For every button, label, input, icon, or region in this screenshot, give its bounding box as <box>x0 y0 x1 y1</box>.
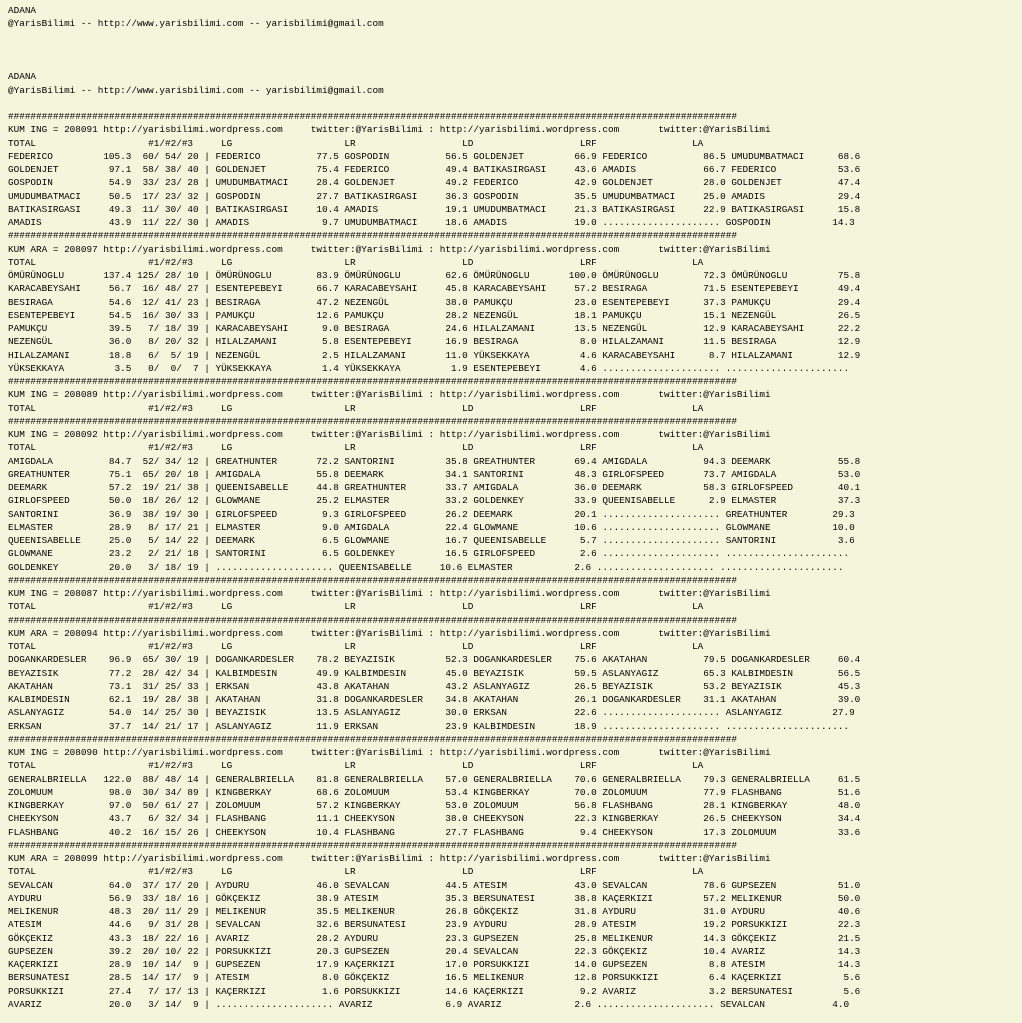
column-header-line: TOTAL #1/#2/#3 LG LR LD LRF LA <box>8 137 704 149</box>
race-header-line: KUM ING = 208090 http://yarisbilimi.wordpress.com twitter:@YarisBilimi : http://yarisbilimi.wordpress.com twitter:@YarisBilimi <box>8 747 771 758</box>
blank-line <box>8 44 1022 57</box>
column-header-line: TOTAL #1/#2/#3 LG LR LD LRF LA <box>8 641 704 652</box>
horse-row: BESIRAGA 54.6 12/ 41/ 23 | BESIRAGA 47.2 NEZENGÜL 38.0 PAMUKÇU 23.0 ESENTEPEBEYI 37.3 PAMUKÇU 29.4 <box>8 296 861 308</box>
horse-row: GENERALBRIELLA 122.0 88/ 48/ 14 | GENERALBRIELLA 81.8 GENERALBRIELLA 57.0 GENERALBRIELLA 70.6 GENERALBRIELLA 79.3 GENERALBRIELLA 61.5 <box>8 773 861 785</box>
horse-row: NEZENGÜL 36.0 8/ 20/ 32 | HILALZAMANI 5.8 ESENTEPEBEYI 16.9 BESIRAGA 8.0 HILALZAMANI 11.5 BESIRAGA 12.9 <box>8 336 861 348</box>
horse-row: QUEENISABELLE 25.0 5/ 14/ 22 | DEEMARK 6.5 GLOWMANE 16.7 QUEENISABELLE 5.7 ..................... SANTORINI 3.6 <box>8 535 855 546</box>
horse-row: AMIGDALA 84.7 52/ 34/ 12 | GREATHUNTER 72.2 SANTORINI 35.8 GREATHUNTER 69.4 AMIGDALA 94.3 DEEMARK 55.8 <box>8 455 861 467</box>
contact-line: @YarisBilimi -- http://www.yarisbilimi.com -- yarisbilimi@gmail.com <box>8 84 384 96</box>
race-header-line: KUM ING = 208091 http://yarisbilimi.wordpress.com twitter:@YarisBilimi : http://yarisbilimi.wordpress.com twitter:@YarisBilimi <box>8 124 771 136</box>
horse-row: GÖKÇEKIZ 43.3 18/ 22/ 16 | AVARIZ 28.2 AYDURU 23.3 GUPSEZEN 25.8 MELIKENUR 14.3 GÖKÇEKIZ 21.5 <box>8 932 861 944</box>
contact-line: @YarisBilimi -- http://www.yarisbilimi.com -- yarisbilimi@gmail.com <box>8 18 384 30</box>
separator-line: ################################################################################################################################## <box>8 230 737 242</box>
horse-row: FLASHBANG 40.2 16/ 15/ 26 | CHEEKYSON 10.4 FLASHBANG 27.7 FLASHBANG 9.4 CHEEKYSON 17.3 ZOLOMUUM 33.6 <box>8 826 861 838</box>
horse-row: KINGBERKAY 97.0 50/ 61/ 27 | ZOLOMUUM 57.2 KINGBERKAY 53.0 ZOLOMUUM 56.8 FLASHBANG 28.1 KINGBERKAY 48.0 <box>8 800 861 811</box>
horse-row: ESENTEPEBEYI 54.5 16/ 30/ 33 | PAMUKÇU 12.6 PAMUKÇU 28.2 NEZENGÜL 18.1 PAMUKÇU 15.1 NEZENGÜL 26.5 <box>8 309 861 321</box>
column-header-line: TOTAL #1/#2/#3 LG LR LD LRF LA <box>8 760 704 772</box>
horse-row: SEVALCAN 64.0 37/ 17/ 20 | AYDURU 46.0 SEVALCAN 44.5 ATESIM 43.0 SEVALCAN 78.6 GUPSEZEN 51.0 <box>8 879 861 891</box>
horse-row: GLOWMANE 23.2 2/ 21/ 18 | SANTORINI 6.5 GOLDENKEY 16.5 GIRLOFSPEED 2.6 ..................... ...................... <box>8 548 850 560</box>
blank-line <box>8 97 1022 110</box>
horse-row: DOGANKARDESLER 96.9 65/ 30/ 19 | DOGANKARDESLER 78.2 BEYAZISIK 52.3 DOGANKARDESLER 75.6 AKATAHAN 79.5 DOGANKARDESLER 60.4 <box>8 654 861 666</box>
horse-row: BEYAZISIK 77.2 28/ 42/ 34 | KALBIMDESIN 49.9 KALBIMDESIN 45.0 BEYAZISIK 59.5 ASLANYAGIZ 65.3 KALBIMDESIN 56.5 <box>8 667 861 679</box>
separator-line: ################################################################################################################################## <box>8 614 737 626</box>
separator-line: ################################################################################################################################## <box>8 111 737 122</box>
blank-line <box>8 57 1022 70</box>
horse-row: BERSUNATESI 28.5 14/ 17/ 9 | ATESIM 8.0 GÖKÇEKIZ 16.5 MELIKENUR 12.8 PORSUKKIZI 6.4 KAÇERKIZI 5.6 <box>8 972 861 984</box>
horse-row: AMADIS 43.9 11/ 22/ 30 | AMADIS 9.7 UMUDUMBATMACI 18.6 AMADIS 19.0 ..................... GOSPODIN 14.3 <box>8 217 855 228</box>
horse-row: KARACABEYSAHI 56.7 16/ 48/ 27 | ESENTEPEBEYI 66.7 KARACABEYSAHI 45.8 KARACABEYSAHI 57.2 BESIRAGA 71.5 ESENTEPEBEYI 49.4 <box>8 283 861 295</box>
horse-row: ÖMÜRÜNOGLU 137.4 125/ 28/ 10 | ÖMÜRÜNOGLU 83.9 ÖMÜRÜNOGLU 62.6 ÖMÜRÜNOGLU 100.0 ÖMÜRÜNOGLU 72.3 ÖMÜRÜNOGLU 75.8 <box>8 270 861 281</box>
horse-row: YÜKSEKKAYA 3.5 0/ 0/ 7 | YÜKSEKKAYA 1.4 YÜKSEKKAYA 1.9 ESENTEPEBEYI 4.6 ..................... ...................... <box>8 362 850 374</box>
horse-row: GOSPODIN 54.9 33/ 23/ 28 | UMUDUMBATMACI 28.4 GOLDENJET 49.2 FEDERICO 42.9 GOLDENJET 28.0 GOLDENJET 47.4 <box>8 177 861 189</box>
column-header-line: TOTAL #1/#2/#3 LG LR LD LRF LA <box>8 256 704 268</box>
race-header-line: KUM ARA = 208099 http://yarisbilimi.wordpress.com twitter:@YarisBilimi : http://yarisbilimi.wordpress.com twitter:@YarisBilimi <box>8 853 771 864</box>
blank-line <box>8 31 1022 44</box>
separator-line: ################################################################################################################################## <box>8 415 737 427</box>
race-header-line: KUM ARA = 208097 http://yarisbilimi.wordpress.com twitter:@YarisBilimi : http://yarisbilimi.wordpress.com twitter:@YarisBilimi <box>8 243 771 255</box>
horse-row: KAÇERKIZI 28.9 10/ 14/ 9 | GUPSEZEN 17.9 KAÇERKIZI 17.0 PORSUKKIZI 14.0 GUPSEZEN 8.8 ATESIM 14.3 <box>8 959 861 970</box>
horse-row: PAMUKÇU 39.5 7/ 18/ 39 | KARACABEYSAHI 9.0 BESIRAGA 24.6 HILALZAMANI 13.5 NEZENGÜL 12.9 KARACABEYSAHI 22.2 <box>8 323 861 334</box>
column-header-line: TOTAL #1/#2/#3 LG LR LD LRF LA <box>8 866 704 878</box>
horse-row: ATESIM 44.6 9/ 31/ 28 | SEVALCAN 32.6 BERSUNATESI 23.9 AYDURU 28.9 ATESIM 19.2 PORSUKKIZI 22.3 <box>8 919 861 931</box>
race-header-line: KUM ING = 208087 http://yarisbilimi.wordpress.com twitter:@YarisBilimi : http://yarisbilimi.wordpress.com twitter:@YarisBilimi <box>8 588 771 599</box>
horse-row: DEEMARK 57.2 19/ 21/ 38 | QUEENISABELLE 44.8 GREATHUNTER 33.7 AMIGDALA 36.0 DEEMARK 58.3 GIRLOFSPEED 40.1 <box>8 482 861 493</box>
horse-row: ELMASTER 28.9 8/ 17/ 21 | ELMASTER 9.0 AMIGDALA 22.4 GLOWMANE 10.6 ..................... GLOWMANE 10.0 <box>8 521 855 533</box>
column-header-line: TOTAL #1/#2/#3 LG LR LD LRF LA <box>8 601 704 613</box>
horse-row: FEDERICO 105.3 60/ 54/ 20 | FEDERICO 77.5 GOSPODIN 56.5 GOLDENJET 66.9 FEDERICO 86.5 UMUDUMBATMACI 68.6 <box>8 150 861 162</box>
horse-row: ASLANYAGIZ 54.0 14/ 25/ 30 | BEYAZISIK 13.5 ASLANYAGIZ 30.0 ERKSAN 22.6 ..................... ASLANYAGIZ 27.9 <box>8 707 855 719</box>
horse-row: GOLDENJET 97.1 58/ 38/ 40 | GOLDENJET 75.4 FEDERICO 49.4 BATIKASIRGASI 43.6 AMADIS 66.7 FEDERICO 53.6 <box>8 164 861 175</box>
column-header-line: TOTAL #1/#2/#3 LG LR LD LRF LA <box>8 442 704 454</box>
horse-row: AKATAHAN 73.1 31/ 25/ 33 | ERKSAN 43.8 AKATAHAN 43.2 ASLANYAGIZ 26.5 BEYAZISIK 53.2 BEYAZISIK 45.3 <box>8 680 861 692</box>
horse-row: ZOLOMUUM 98.0 30/ 34/ 89 | KINGBERKAY 68.6 ZOLOMUUM 53.4 KINGBERKAY 70.0 ZOLOMUUM 77.9 FLASHBANG 51.6 <box>8 786 861 798</box>
separator-line: ################################################################################################################################## <box>8 733 737 745</box>
horse-row: GREATHUNTER 75.1 65/ 20/ 18 | AMIGDALA 55.8 DEEMARK 34.1 SANTORINI 48.3 GIRLOFSPEED 73.7 AMIGDALA 53.0 <box>8 468 861 480</box>
horse-row: GIRLOFSPEED 50.0 18/ 26/ 12 | GLOWMANE 25.2 ELMASTER 33.2 GOLDENKEY 33.9 QUEENISABELLE 2.9 ELMASTER 37.3 <box>8 495 861 507</box>
race-header-line: KUM ARA = 208094 http://yarisbilimi.wordpress.com twitter:@YarisBilimi : http://yarisbilimi.wordpress.com twitter:@YarisBilimi <box>8 627 771 639</box>
horse-row: UMUDUMBATMACI 50.5 17/ 23/ 32 | GOSPODIN 27.7 BATIKASIRGASI 36.3 GOSPODIN 35.5 UMUDUMBATMACI 25.0 AMADIS 29.4 <box>8 190 861 202</box>
separator-line: ################################################################################################################################## <box>8 839 737 851</box>
horse-row: CHEEKYSON 43.7 6/ 32/ 34 | FLASHBANG 11.1 CHEEKYSON 38.0 CHEEKYSON 22.3 KINGBERKAY 26.5 CHEEKYSON 34.4 <box>8 813 861 825</box>
horse-row: AYDURU 56.9 33/ 18/ 16 | GÖKÇEKIZ 38.9 ATESIM 35.3 BERSUNATESI 38.8 KAÇERKIZI 57.2 MELIKENUR 50.0 <box>8 892 861 904</box>
horse-row: MELIKENUR 48.3 20/ 11/ 29 | MELIKENUR 35.5 MELIKENUR 26.8 GÖKÇEKIZ 31.8 AYDURU 31.0 AYDURU 40.6 <box>8 906 861 917</box>
horse-row: KALBIMDESIN 62.1 19/ 28/ 38 | AKATAHAN 31.8 DOGANKARDESLER 34.8 AKATAHAN 26.1 DOGANKARDESLER 31.1 AKATAHAN 39.0 <box>8 694 861 705</box>
horse-row: SANTORINI 36.9 38/ 19/ 30 | GIRLOFSPEED 9.3 GIRLOFSPEED 26.2 DEEMARK 20.1 ..................... GREATHUNTER 29.3 <box>8 508 855 520</box>
column-header-line: TOTAL #1/#2/#3 LG LR LD LRF LA <box>8 402 704 414</box>
horse-row: AVARIZ 20.0 3/ 14/ 9 | ..................... AVARIZ 6.9 AVARIZ 2.6 ..................... SEVALCAN 4.0 <box>8 998 850 1010</box>
horse-row: PORSUKKIZI 27.4 7/ 17/ 13 | KAÇERKIZI 1.6 PORSUKKIZI 14.6 KAÇERKIZI 9.2 AVARIZ 3.2 BERSUNATESI 5.6 <box>8 985 861 997</box>
separator-line: ################################################################################################################################## <box>8 376 737 387</box>
horse-row: BATIKASIRGASI 49.3 11/ 30/ 40 | BATIKASIRGASI 10.4 AMADIS 19.1 UMUDUMBATMACI 21.3 BATIKASIRGASI 22.9 BATIKASIRGASI 15.8 <box>8 203 861 215</box>
horse-row: GOLDENKEY 20.0 3/ 18/ 19 | ..................... QUEENISABELLE 10.6 ELMASTER 2.6 ..................... ...................... <box>8 561 844 573</box>
horse-row: HILALZAMANI 18.8 6/ 5/ 19 | NEZENGÜL 2.5 HILALZAMANI 11.0 YÜKSEKKAYA 4.6 KARACABEYSAHI 8.7 HILALZAMANI 12.9 <box>8 349 861 361</box>
race-header-line: KUM ING = 208089 http://yarisbilimi.wordpress.com twitter:@YarisBilimi : http://yarisbilimi.wordpress.com twitter:@YarisBilimi <box>8 389 771 401</box>
city-title: ADANA <box>8 71 37 83</box>
city-title: ADANA <box>8 5 37 16</box>
horse-row: GUPSEZEN 39.2 20/ 10/ 22 | PORSUKKIZI 20.3 GUPSEZEN 20.4 SEVALCAN 22.3 GÖKÇEKIZ 10.4 AVARIZ 14.3 <box>8 945 861 957</box>
race-header-line: KUM ING = 208092 http://yarisbilimi.wordpress.com twitter:@YarisBilimi : http://yarisbilimi.wordpress.com twitter:@YarisBilimi <box>8 429 771 440</box>
separator-line: ################################################################################################################################## <box>8 574 737 586</box>
horse-row: ERKSAN 37.7 14/ 21/ 17 | ASLANYAGIZ 11.9 ERKSAN 23.9 KALBIMDESIN 18.9 ..................... ...................... <box>8 720 850 732</box>
